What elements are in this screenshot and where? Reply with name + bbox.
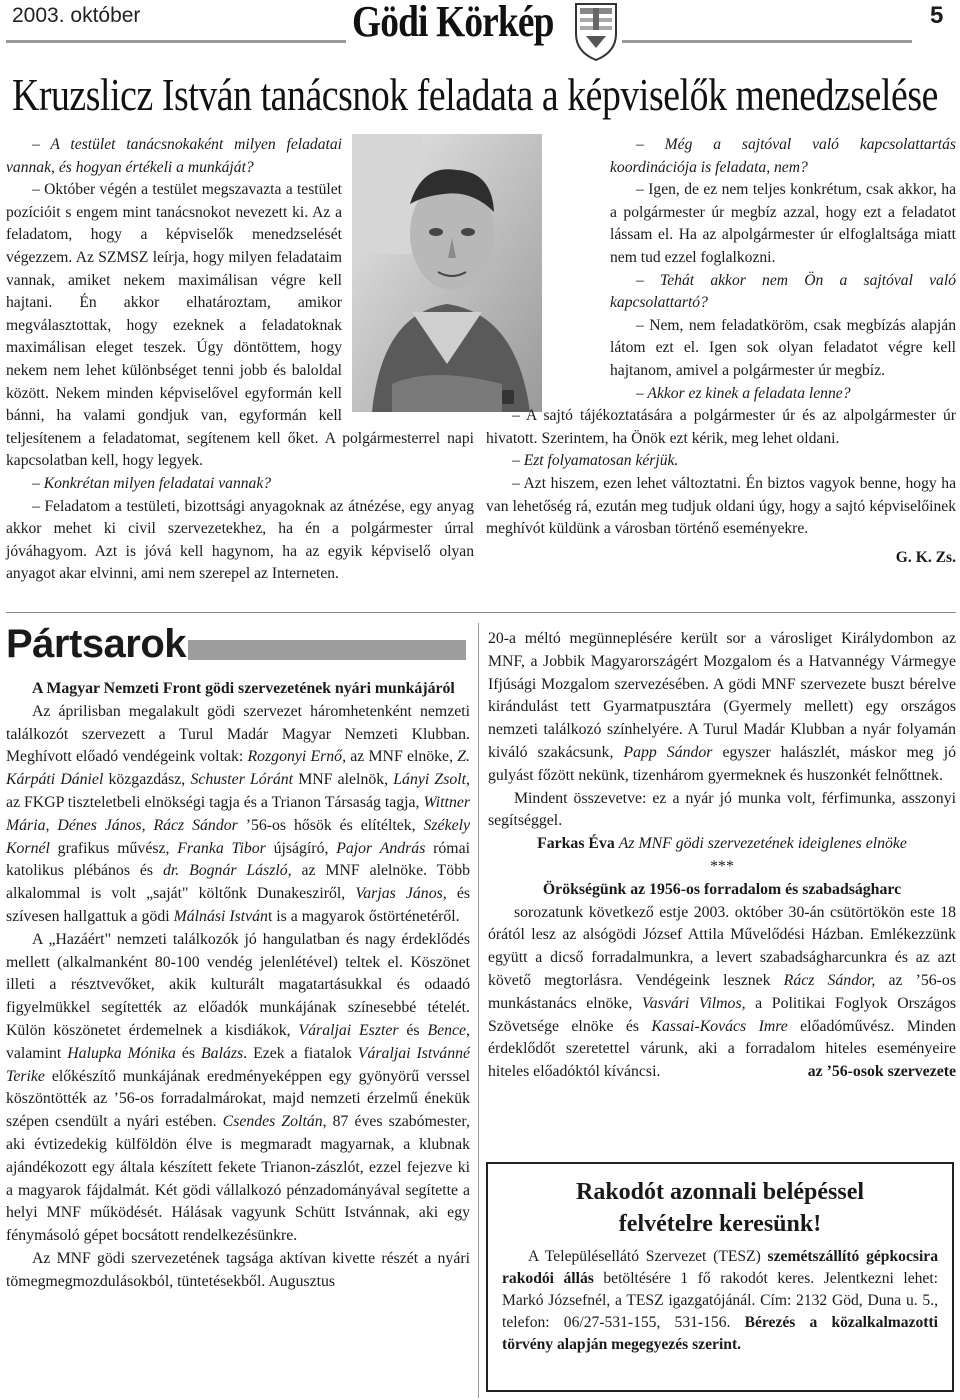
interview-question: – Még a sajtóval való kapcsolattartás koordinációja is feladata, nem? xyxy=(610,136,956,176)
article-paragraph: 20-a méltó megünneplésére került sor a városliget Királydombon az MNF, a Jobbik Magyarországért Mozgalom és a Hatvannégy Vármegye Ifjúsági Mozgalom szervezésében. A gödi MNF szervezete buszt bérelve kirándulást tett Gyarmatpusztára (Gyermely mellett) egy országos nemzeti találkozó színhelyére. A Turul Madár Klubban a nyár folyamán kiváló szakácsunk, Papp Sándor egyszer halászlét, máskor meg jó gulyást főzött nekünk, tizenhárom gyermeknek és huszonkét felnőttnek. xyxy=(488,630,956,784)
masthead-rule-right xyxy=(622,40,912,43)
section-divider xyxy=(6,612,956,613)
interview-answer: – Nem, nem feladatköröm, csak megbízás alapján látom ezt el. Igen sok olyan feladatot végre kell hajtanom, amivel a polgármester úr megbíz. xyxy=(610,316,956,379)
ad-text: A Településellátó Szervezet (TESZ) szemétszállító gépkocsira rakodói állás betöltésére 1 fő rakodót keres. Jelentkezni lehet: Markó Józsefnél, a TESZ igazgatójánál. Cím: 2132 Göd, Duna u. 5., telefon: 06/27-531-155, 531-156. Bérezés a közalkalmazotti törvény alapján megegyezés szerint. xyxy=(502,1248,939,1353)
article-signature: Farkas Éva Az MNF gödi szervezetének ideiglenes elnöke xyxy=(537,835,907,853)
interview-question: – Konkrétan milyen feladatai vannak? xyxy=(32,474,272,492)
article-paragraph: Az MNF gödi szervezetének tagsága aktívan kivette részét a nyári tömegmegmozdulásokból, tüntetésekből. Augusztus xyxy=(6,1249,470,1290)
interview-answer: – Igen, de ez nem teljes konkrétum, csak akkor, ha a polgármester úr megbíz azzal, hogy ezt a feladatot lássam el. Ha az alpolgármester úr elfoglaltsága miatt nem tud ezzel foglalkozni. xyxy=(610,181,956,266)
coat-of-arms-icon xyxy=(572,0,620,62)
interview-right-column xyxy=(486,134,956,569)
article-headline: Kruzslicz István tanácsnok feladata a képviselők menedzselése xyxy=(12,69,938,120)
page-number: 5 xyxy=(930,2,944,29)
section-title-bar xyxy=(188,640,466,660)
newspaper-title: Gödi Körkép xyxy=(352,0,554,46)
separator-stars: *** xyxy=(710,857,734,875)
masthead-rule-left xyxy=(6,40,346,43)
article-paragraph: Mindent összevetve: ez a nyár jó munka volt, férfimunka, asszonyi segítséggel. xyxy=(488,789,956,830)
section-title: Pártsarok xyxy=(6,622,187,666)
interview-question: – A testület tanácsnokaként milyen feladatai vannak, és hogyan értékeli a munkáját? xyxy=(6,136,342,176)
interview-question: – Akkor ez kinek a feladata lenne? xyxy=(636,384,851,402)
interview-answer: – Feladatom a testületi, bizottsági anyagoknak az átnézése, egy anyag akkor mehet ki civil szervezetekhez, ha én a polgármester úrral jóváhagyom. Azt is jóvá kell hagynom, ha az egyik képviselő olyan anyagot akar elvinni, ami nem szerepel az Interneten. xyxy=(6,497,474,583)
article-paragraph: A „Hazáért" nemzeti találkozók jó hangulatban és nagy érdeklődés mellett (alkalmanként 80-100 vendég jelenlétével) teltek el. Köszönet illeti a résztvevőket, akik kulturált magatartásukkal és odaadó figyelmükkel segítették az előadók munkájának színesebbé tételét. Külön köszönetet érdemelnek a kisdiákok, Váraljai Eszter és Bence, valamint Halupka Mónika és Balázs. Ezek a fiatalok Váraljai Istvánné Terike előkészítő munkájának eredményeképpen egy gyönyörű verssel köszöntötték az ’56-os forradalmárokat, majd nemzeti érzelmű énekük szépen csendült a nyári estében. Csendes Zoltán, 87 éves szabómester, aki évtizedekig külföldön élve is megmaradt magyarnak, a klubnak ajándékozott egy általa készített fekete Trianon-zászlót, ezzel fejezve ki a magyarok fájdalmát. Két gödi vállalkozó pénzadományával segítette a helyi MNF működését. Hálásak vagyunk Schütt Istvánnak, aki egy fénymásoló gépet bocsátott rendelkezésünkre. xyxy=(6,930,471,1245)
interview-answer: – A sajtó tájékoztatására a polgármester úr és az alpolgármester úr hivatott. Szerintem, ha Önök ezt kérik, meg lehet oldani. xyxy=(486,407,956,447)
ad-title: Rakodót azonnali belépéssel felvételre keresünk! xyxy=(575,1179,865,1237)
interview-answer: – Azt hiszem, ezen lehet változtatni. Én biztos vagyok benne, hogy ha van lehetőség rá, ezután meg tudjuk oldani úgy, hogy a sajtó képviselőinek meghívót küldünk a városban történő eseményekre. xyxy=(486,474,956,538)
partsarok-left-column xyxy=(6,678,470,1294)
article-paragraph: sorozatunk következő estje 2003. október 30-án csütörtökön este 18 órától lesz az alsógödi József Attila Művelődési Házban. Emlékezzünk együtt a dicső forradalmunkra, a levert szabadságharcunkra és az azt követő megtorlásra. Vendégeink lesznek Rácz Sándor, az ’56-os munkástanács elnöke, Vasvári Vilmos, a Politikai Foglyok Országos Szövetsége elnöke és Kassai-Kovács Imre előadóművész. Minden érdeklődőt szeretettel várunk, aki a forradalom hiteles eseményeire hiteles előadóktól kíváncsi. az ’56-osok szervezete xyxy=(488,903,957,1081)
job-advertisement xyxy=(486,1162,954,1392)
interview-question: – Ezt folyamatosan kérjük. xyxy=(512,452,679,470)
column-divider xyxy=(478,623,479,1398)
interview-answer: – Október végén a testület megszavazta a testület pozícióit s engem mint tanácsnokot nevezett ki. Az a feladatom, hogy a képviselők menedzselését végezzem. Az SZMSZ leírja, hogy milyen feladataim vannak, amiket nekem maximálisan végre kell hajtani. Én akkor elhatároztam, amikor megválasztottak, hogy ezeknek a feladatoknak maximálisan eleget teszek. Úgy döntöttem, hogy nekem nem lehet különbséget tenni jobb és baloldal között. Nekem minden képviselővel egyformán kell bánni, ha valami gondjuk van, egyformán kell teljesítenem a feladatomat, segítenem kell őket. A polgármesterrel napi kapcsolatban kell, hogy legyek. xyxy=(6,181,474,470)
article-subhead: A Magyar Nemzeti Front gödi szervezetének nyári munkájáról xyxy=(32,680,455,697)
article-paragraph: Az áprilisban megalakult gödi szervezet háromhetenként nemzeti találkozót szervezett a Turul Madár Magyar Nemzeti Klubban. Meghívott előadó vendégeink voltak: Rozgonyi Ernő, az MNF elnöke, Z. Kárpáti Dániel közgazdász, Schuster Lóránt MNF alelnök, Lányi Zsolt, az FKGP tiszteletbeli elnökségi tagja és a Trianon Társaság tagja, Wittner Mária, Dénes János, Rácz Sándor ’56-os hősök és elítéltek, Székely Kornél grafikus művész, Franka Tibor újságíró, Pajor András római katolikus plébános és dr. Bognár László, az MNF alelnöke. Több alkalommal is volt „saját" költőnk Dunakesziről, Varjas János, és szívesen hallgattuk a gödi Málnási Istvánt is a magyarok őstörténetéről. xyxy=(6,702,470,925)
article-signature: G. K. Zs. xyxy=(895,548,956,566)
interview-question: – Tehát akkor nem Ön a sajtóval való kapcsolattartó? xyxy=(610,271,956,312)
issue-date: 2003. október xyxy=(12,4,141,27)
article-subhead: Örökségünk az 1956-os forradalom és szabadságharc xyxy=(542,880,902,898)
partsarok-right-column xyxy=(488,628,956,1084)
